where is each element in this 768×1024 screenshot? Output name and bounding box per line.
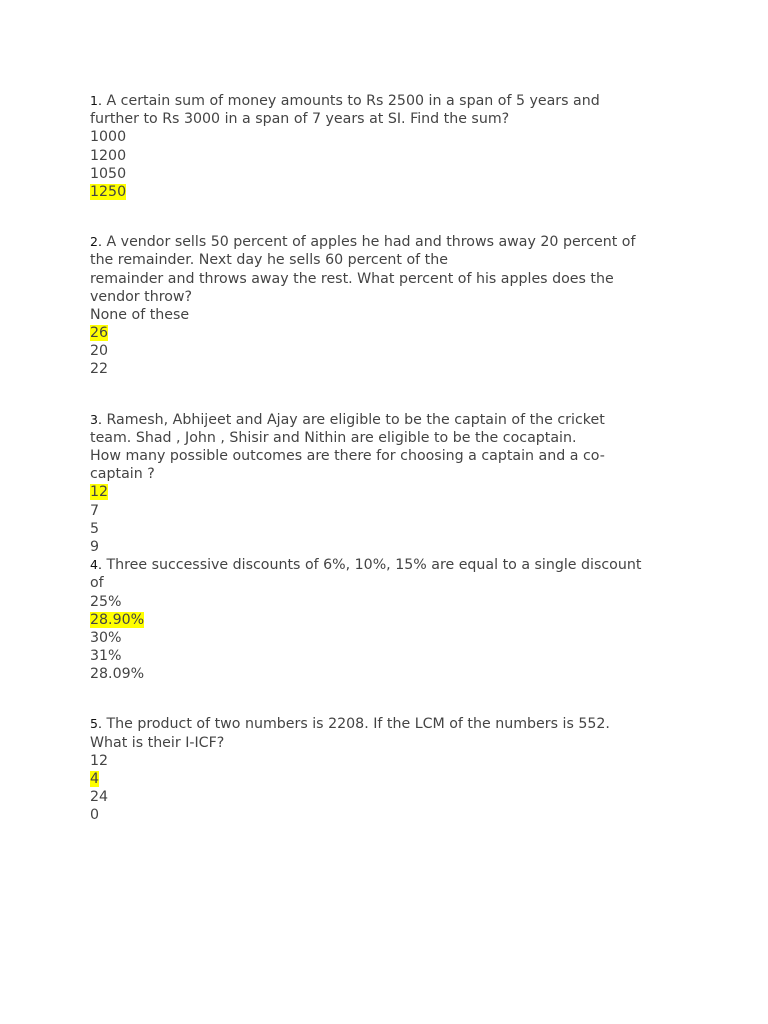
question-5-option-3 [90,788,690,806]
question-3-option-4 [90,538,690,556]
question-2-option-2-correct [90,324,690,342]
question-3-text-line-4: captain ? [90,466,155,483]
question-1-number: 1. [90,93,102,108]
question-2-option-1 [90,306,690,324]
question-2-option-4 [90,360,690,378]
question-4-option-5 [90,665,690,683]
option-text: 22 [90,361,109,378]
option-text: None of these [90,306,190,323]
option-text: 28.09% [90,666,145,683]
question-1-text-line-1: A certain sum of money amounts to Rs 2500 in a span of 5 years and [106,93,600,109]
option-text: 0 [90,807,100,824]
document-page [90,92,690,825]
highlighted-answer: 12 [90,484,109,501]
question-3-option-1-correct [90,483,690,501]
question-5-option-4 [90,806,690,824]
highlighted-answer: 1250 [90,183,127,200]
option-text: 7 [90,502,100,519]
question-5 [90,715,690,824]
question-4-text-line-1: Three successive discounts of 6%, 10%, 15% are equal to a single discount [106,557,642,574]
option-text: 20 [90,343,109,360]
question-4 [90,556,690,683]
question-2-text-line-1: A vendor sells 50 percent of apples he had and throws away 20 percent of [106,234,636,251]
question-3-option-3 [90,520,690,538]
question-2-text-line-2: the remainder. Next day he sells 60 percent of the [90,252,448,269]
option-text: 30% [90,629,122,646]
question-3-number: 3. [90,411,102,427]
question-2-stem [90,233,690,251]
option-text: 12 [90,752,109,769]
question-1-option-3 [90,165,690,183]
question-5-text-line-1: The product of two numbers is 2208. If the LCM of the numbers is 552. [106,716,610,733]
question-2-number: 2. [90,234,102,250]
question-4-option-1 [90,593,690,611]
question-3-stem [90,411,690,429]
question-3-text-line-1: Ramesh, Abhijeet and Ajay are eligible to be the captain of the cricket [106,411,605,428]
option-text: 1000 [90,129,127,146]
question-2-text-line-3: remainder and throws away the rest. What percent of his apples does the [90,270,614,287]
question-1-text-line-2: further to Rs 3000 in a span of 7 years at SI. Find the sum? [90,111,510,128]
question-1-stem [90,92,690,110]
option-text: 1050 [90,165,127,182]
question-4-text-line-2: of [90,575,104,592]
option-text: 31% [90,648,122,665]
question-4-number: 4. [90,557,102,573]
question-2-option-3 [90,342,690,360]
question-1-option-2 [90,147,690,165]
option-text: 5 [90,520,100,537]
question-5-number: 5. [90,716,102,732]
question-3-text-line-3: How many possible outcomes are there for choosing a captain and a co- [90,448,605,464]
question-2-text-line-4: vendor throw? [90,288,193,305]
question-5-option-2-correct [90,770,690,788]
question-3-text-line-2: team. Shad , John , Shisir and Nithin are eligible to be the cocaptain. [90,429,577,446]
question-4-option-3 [90,629,690,647]
question-3-option-2 [90,502,690,520]
option-text: 24 [90,789,109,806]
question-4-option-2-correct [90,611,690,629]
question-1-option-4-correct [90,183,690,201]
question-4-option-4 [90,647,690,665]
question-5-stem [90,715,690,733]
question-1-option-1 [90,128,690,146]
question-3 [90,411,690,557]
question-5-option-1 [90,752,690,770]
option-text: 9 [90,538,100,555]
question-4-stem [90,556,690,574]
highlighted-answer: 28.90% [90,611,145,628]
option-text: 25% [90,593,122,610]
highlighted-answer: 4 [90,771,100,787]
question-2 [90,233,690,379]
highlighted-answer: 26 [90,325,109,342]
question-5-text-line-2: What is their I-ICF? [90,734,225,751]
question-1 [90,92,690,201]
option-text: 1200 [90,147,127,164]
